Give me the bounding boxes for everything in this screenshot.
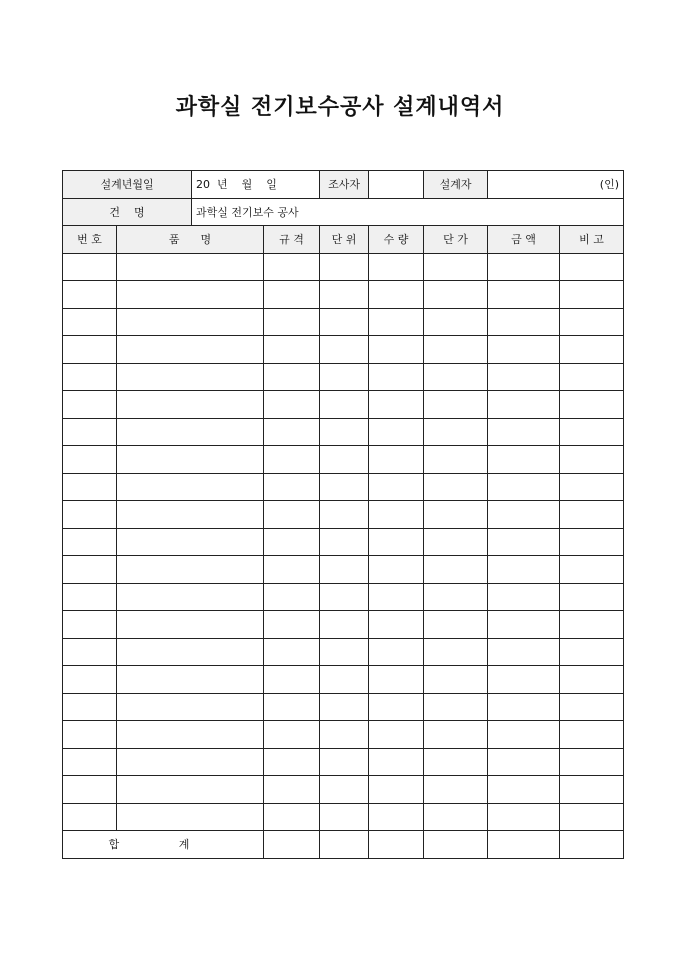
table-cell[interactable] xyxy=(424,638,488,666)
table-cell[interactable] xyxy=(320,721,369,749)
column-header-5: 수 량 xyxy=(369,226,424,254)
table-cell[interactable] xyxy=(63,418,117,446)
table-cell[interactable] xyxy=(264,336,320,364)
table-cell[interactable] xyxy=(560,473,624,501)
design-date-label: 설계년월일 xyxy=(63,171,192,199)
table-cell[interactable] xyxy=(560,501,624,529)
table-cell[interactable] xyxy=(63,638,117,666)
table-cell[interactable] xyxy=(320,748,369,776)
table-cell[interactable] xyxy=(117,803,264,831)
table-cell[interactable] xyxy=(369,253,424,281)
table-cell[interactable] xyxy=(320,666,369,694)
table-cell[interactable] xyxy=(488,336,560,364)
table-cell[interactable] xyxy=(264,418,320,446)
table-cell[interactable] xyxy=(560,528,624,556)
table-cell[interactable] xyxy=(117,666,264,694)
table-cell[interactable] xyxy=(488,308,560,336)
table-cell[interactable] xyxy=(63,528,117,556)
table-cell[interactable] xyxy=(264,363,320,391)
table-cell[interactable] xyxy=(264,611,320,639)
table-cell[interactable] xyxy=(369,556,424,584)
table-cell[interactable] xyxy=(117,721,264,749)
table-cell[interactable] xyxy=(560,666,624,694)
table-cell[interactable] xyxy=(320,391,369,419)
table-cell[interactable] xyxy=(560,721,624,749)
table-cell[interactable] xyxy=(369,418,424,446)
table-cell[interactable] xyxy=(63,803,117,831)
table-cell[interactable] xyxy=(264,583,320,611)
table-cell[interactable] xyxy=(560,638,624,666)
table-cell[interactable] xyxy=(560,281,624,309)
table-row xyxy=(63,748,624,776)
table-cell[interactable] xyxy=(424,693,488,721)
info-row-project xyxy=(63,198,624,226)
table-cell[interactable] xyxy=(424,748,488,776)
table-cell[interactable] xyxy=(117,473,264,501)
table-cell[interactable] xyxy=(560,336,624,364)
table-cell[interactable] xyxy=(264,391,320,419)
table-cell[interactable] xyxy=(63,748,117,776)
project-name-label: 건 명 xyxy=(63,198,192,226)
total-cell[interactable] xyxy=(424,831,488,859)
table-cell[interactable] xyxy=(320,556,369,584)
table-row xyxy=(63,638,624,666)
table-cell[interactable] xyxy=(560,556,624,584)
table-cell[interactable] xyxy=(369,693,424,721)
table-cell[interactable] xyxy=(488,721,560,749)
table-cell[interactable] xyxy=(424,776,488,804)
table-cell[interactable] xyxy=(560,748,624,776)
table-cell[interactable] xyxy=(264,281,320,309)
total-cell[interactable] xyxy=(320,831,369,859)
table-cell[interactable] xyxy=(424,583,488,611)
table-cell[interactable] xyxy=(488,803,560,831)
table-cell[interactable] xyxy=(320,336,369,364)
column-header-4: 단 위 xyxy=(320,226,369,254)
table-cell[interactable] xyxy=(369,721,424,749)
table-cell[interactable] xyxy=(369,776,424,804)
table-row xyxy=(63,473,624,501)
total-label: 합 계 xyxy=(63,831,264,859)
table-cell[interactable] xyxy=(560,803,624,831)
table-cell[interactable] xyxy=(369,336,424,364)
total-cell[interactable] xyxy=(369,831,424,859)
table-cell[interactable] xyxy=(488,583,560,611)
table-cell[interactable] xyxy=(488,473,560,501)
designer-field[interactable] xyxy=(488,171,624,199)
table-cell[interactable] xyxy=(264,721,320,749)
table-cell[interactable] xyxy=(488,253,560,281)
table-cell[interactable] xyxy=(488,528,560,556)
table-cell[interactable] xyxy=(264,556,320,584)
table-cell[interactable] xyxy=(560,253,624,281)
table-cell[interactable] xyxy=(424,281,488,309)
table-cell[interactable] xyxy=(560,583,624,611)
table-cell[interactable] xyxy=(369,501,424,529)
table-cell[interactable] xyxy=(488,776,560,804)
table-cell[interactable] xyxy=(264,473,320,501)
table-cell[interactable] xyxy=(320,363,369,391)
table-cell[interactable] xyxy=(369,611,424,639)
table-cell[interactable] xyxy=(63,473,117,501)
table-cell[interactable] xyxy=(369,363,424,391)
table-cell[interactable] xyxy=(488,611,560,639)
table-cell[interactable] xyxy=(264,446,320,474)
table-cell[interactable] xyxy=(117,336,264,364)
table-cell[interactable] xyxy=(424,446,488,474)
column-header-8: 비 고 xyxy=(560,226,624,254)
table-cell[interactable] xyxy=(63,446,117,474)
table-cell[interactable] xyxy=(117,638,264,666)
table-cell[interactable] xyxy=(117,281,264,309)
table-cell[interactable] xyxy=(369,528,424,556)
table-cell[interactable] xyxy=(320,253,369,281)
table-cell[interactable] xyxy=(424,363,488,391)
table-cell[interactable] xyxy=(424,308,488,336)
table-row xyxy=(63,391,624,419)
table-cell[interactable] xyxy=(63,308,117,336)
table-cell[interactable] xyxy=(63,583,117,611)
table-cell[interactable] xyxy=(560,611,624,639)
table-cell[interactable] xyxy=(424,473,488,501)
table-cell[interactable] xyxy=(63,693,117,721)
table-cell[interactable] xyxy=(369,391,424,419)
table-row xyxy=(63,776,624,804)
table-cell[interactable] xyxy=(117,556,264,584)
table-cell[interactable] xyxy=(369,446,424,474)
table-cell[interactable] xyxy=(488,391,560,419)
table-cell[interactable] xyxy=(369,308,424,336)
table-cell[interactable] xyxy=(63,253,117,281)
table-cell[interactable] xyxy=(63,556,117,584)
surveyor-label: 조사자 xyxy=(320,171,369,199)
estimate-table xyxy=(62,170,624,859)
table-cell[interactable] xyxy=(320,528,369,556)
table-cell[interactable] xyxy=(117,501,264,529)
table-cell[interactable] xyxy=(488,556,560,584)
table-cell[interactable] xyxy=(264,803,320,831)
table-cell[interactable] xyxy=(264,638,320,666)
table-cell[interactable] xyxy=(424,721,488,749)
table-cell[interactable] xyxy=(320,693,369,721)
table-row xyxy=(63,336,624,364)
total-row xyxy=(63,831,624,859)
table-cell[interactable] xyxy=(560,363,624,391)
table-cell[interactable] xyxy=(488,363,560,391)
total-cell[interactable] xyxy=(488,831,560,859)
table-row xyxy=(63,308,624,336)
table-cell[interactable] xyxy=(424,336,488,364)
table-cell[interactable] xyxy=(424,556,488,584)
table-cell[interactable] xyxy=(63,336,117,364)
seal-mark: (인) xyxy=(599,178,620,192)
table-cell[interactable] xyxy=(320,776,369,804)
surveyor-field[interactable] xyxy=(369,171,424,199)
table-row xyxy=(63,721,624,749)
table-cell[interactable] xyxy=(320,308,369,336)
table-cell[interactable] xyxy=(560,418,624,446)
total-cell[interactable] xyxy=(264,831,320,859)
table-cell[interactable] xyxy=(488,748,560,776)
table-cell[interactable] xyxy=(63,776,117,804)
table-cell[interactable] xyxy=(424,803,488,831)
table-cell[interactable] xyxy=(369,473,424,501)
table-cell[interactable] xyxy=(63,363,117,391)
table-cell[interactable] xyxy=(264,693,320,721)
design-date-field[interactable]: 20 년 월 일 xyxy=(192,171,320,199)
table-cell[interactable] xyxy=(117,446,264,474)
table-row xyxy=(63,583,624,611)
table-cell[interactable] xyxy=(424,391,488,419)
table-cell[interactable] xyxy=(369,666,424,694)
table-cell[interactable] xyxy=(560,391,624,419)
table-cell[interactable] xyxy=(63,501,117,529)
table-cell[interactable] xyxy=(320,611,369,639)
table-cell[interactable] xyxy=(117,363,264,391)
table-row xyxy=(63,501,624,529)
table-row xyxy=(63,803,624,831)
table-cell[interactable] xyxy=(264,776,320,804)
table-row xyxy=(63,418,624,446)
table-cell[interactable] xyxy=(424,501,488,529)
table-cell[interactable] xyxy=(560,776,624,804)
table-cell[interactable] xyxy=(117,418,264,446)
table-row xyxy=(63,693,624,721)
table-cell[interactable] xyxy=(424,253,488,281)
table-cell[interactable] xyxy=(320,501,369,529)
table-cell[interactable] xyxy=(264,308,320,336)
page-title: 과학실 전기보수공사 설계내역서 xyxy=(175,95,505,120)
table-cell[interactable] xyxy=(117,611,264,639)
column-header-1: 번 호 xyxy=(63,226,117,254)
table-cell[interactable] xyxy=(488,418,560,446)
column-header-2: 품 명 xyxy=(117,226,264,254)
table-cell[interactable] xyxy=(560,308,624,336)
info-row-date xyxy=(63,171,624,199)
table-cell[interactable] xyxy=(488,666,560,694)
table-cell[interactable] xyxy=(424,418,488,446)
table-cell[interactable] xyxy=(63,721,117,749)
table-cell[interactable] xyxy=(117,583,264,611)
table-row xyxy=(63,556,624,584)
table-row xyxy=(63,363,624,391)
table-cell[interactable] xyxy=(117,693,264,721)
table-cell[interactable] xyxy=(488,446,560,474)
table-cell[interactable] xyxy=(63,391,117,419)
column-header-row xyxy=(63,226,624,254)
table-cell[interactable] xyxy=(560,446,624,474)
table-cell[interactable] xyxy=(320,281,369,309)
table-row xyxy=(63,666,624,694)
table-cell[interactable] xyxy=(264,528,320,556)
table-cell[interactable] xyxy=(488,693,560,721)
table-cell[interactable] xyxy=(424,611,488,639)
table-row xyxy=(63,281,624,309)
designer-label: 설계자 xyxy=(424,171,488,199)
table-cell[interactable] xyxy=(117,253,264,281)
table-cell[interactable] xyxy=(560,693,624,721)
project-name-field[interactable]: 과학실 전기보수 공사 xyxy=(192,198,624,226)
table-cell[interactable] xyxy=(63,281,117,309)
table-cell[interactable] xyxy=(117,776,264,804)
table-cell[interactable] xyxy=(63,666,117,694)
column-header-7: 금 액 xyxy=(488,226,560,254)
table-cell[interactable] xyxy=(488,281,560,309)
table-cell[interactable] xyxy=(320,418,369,446)
table-cell[interactable] xyxy=(264,666,320,694)
table-cell[interactable] xyxy=(117,391,264,419)
table-cell[interactable] xyxy=(369,638,424,666)
table-cell[interactable] xyxy=(320,638,369,666)
table-cell[interactable] xyxy=(488,638,560,666)
table-cell[interactable] xyxy=(320,583,369,611)
column-header-6: 단 가 xyxy=(424,226,488,254)
table-cell[interactable] xyxy=(488,501,560,529)
table-cell[interactable] xyxy=(117,308,264,336)
table-row xyxy=(63,253,624,281)
table-cell[interactable] xyxy=(320,446,369,474)
total-cell[interactable] xyxy=(560,831,624,859)
table-cell[interactable] xyxy=(264,748,320,776)
table-cell[interactable] xyxy=(369,748,424,776)
table-row xyxy=(63,528,624,556)
table-cell[interactable] xyxy=(369,583,424,611)
table-cell[interactable] xyxy=(117,528,264,556)
table-cell[interactable] xyxy=(264,501,320,529)
table-cell[interactable] xyxy=(424,528,488,556)
table-row xyxy=(63,446,624,474)
table-cell[interactable] xyxy=(320,473,369,501)
table-cell[interactable] xyxy=(320,803,369,831)
table-cell[interactable] xyxy=(369,803,424,831)
table-cell[interactable] xyxy=(369,281,424,309)
table-cell[interactable] xyxy=(424,666,488,694)
column-header-3: 규 격 xyxy=(264,226,320,254)
table-cell[interactable] xyxy=(117,748,264,776)
table-cell[interactable] xyxy=(264,253,320,281)
table-cell[interactable] xyxy=(63,611,117,639)
table-row xyxy=(63,611,624,639)
